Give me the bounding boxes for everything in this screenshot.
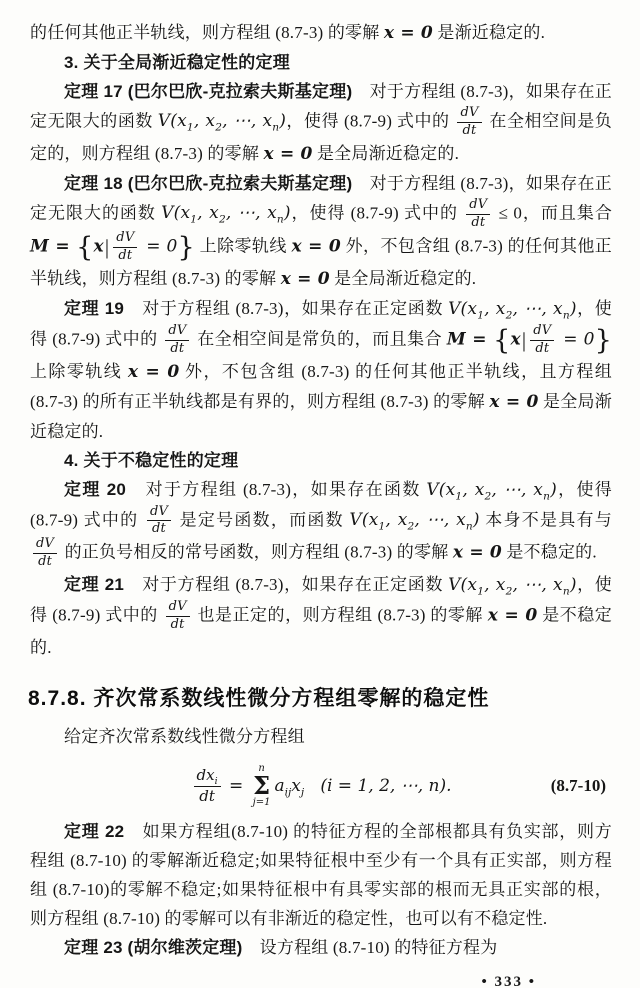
text-run: 是全局渐近稳定的. bbox=[30, 391, 612, 441]
bold-text-run: 定理 18 (巴尔巴欣-克拉索夫斯基定理) bbox=[64, 173, 353, 193]
math-run: $V(x_1$, $x_2$, ⋯, $x_n$) bbox=[448, 298, 577, 322]
fraction-denominator: dt bbox=[471, 214, 486, 230]
bold-math-run: x = 0 bbox=[489, 391, 539, 412]
math-run: $V(x_1$, $x_2$, ⋯, $x_n$) bbox=[161, 203, 291, 226]
subheading-3-global-stability bbox=[30, 48, 612, 77]
subscript: 2 bbox=[505, 309, 513, 322]
text-run: 对于方程组 (8.7-3)，如果存在正定无限大的函数 bbox=[30, 82, 613, 131]
fraction-denominator: dt bbox=[199, 786, 215, 805]
subscript: 2 bbox=[505, 585, 513, 598]
set-divider-bar: | bbox=[521, 327, 527, 352]
subscript: 1 bbox=[378, 520, 386, 533]
subheading-4-instability bbox=[30, 446, 612, 475]
text-run: 是渐近稳定的. bbox=[432, 23, 546, 42]
theorem-17 bbox=[30, 77, 612, 169]
subscript: n bbox=[276, 213, 284, 226]
equation-body bbox=[191, 764, 452, 808]
text-run: ≤ 0，而且集合 bbox=[493, 203, 613, 223]
bold-math-run: x bbox=[510, 328, 521, 349]
text-run: ，使得 (8.7-9) 式中的 bbox=[30, 575, 613, 625]
bold-text-run: 定理 21 bbox=[64, 575, 125, 595]
paragraph-continuation bbox=[30, 18, 612, 48]
fraction bbox=[530, 324, 554, 357]
bold-text-run: 4. 关于不稳定性的定理 bbox=[64, 450, 239, 470]
text-run: 外，不包含组 (8.7-3) 的任何其他正半轨线，则方程组 (8.7-3) 的零解 bbox=[30, 236, 612, 288]
bold-text-run: 定理 23 (胡尔维茨定理) bbox=[64, 938, 243, 958]
text-run: ，使得 (8.7-9) 式中的 bbox=[290, 203, 464, 223]
bold-math-run: x = 0 bbox=[263, 143, 313, 164]
fraction-numerator: dV bbox=[147, 505, 171, 522]
math-run: = bbox=[223, 776, 249, 797]
sum-upper-limit: n bbox=[258, 763, 265, 775]
text-run: 是全局渐近稳定的. bbox=[312, 143, 460, 163]
fraction bbox=[165, 324, 189, 357]
fraction-numerator: dV bbox=[457, 106, 481, 123]
sigma-glyph: Σ bbox=[253, 771, 271, 801]
fraction-numerator: dV bbox=[530, 324, 554, 341]
math-run: = 0 bbox=[140, 236, 178, 257]
fraction bbox=[113, 231, 137, 264]
subscript: ij bbox=[284, 786, 292, 799]
fraction bbox=[457, 106, 481, 139]
text-run: 如果方程组(8.7-10) 的特征方程的全部根都具有负实部，则方程组 (8.7-10) 的零解渐近稳定;如果特征根中至少有一个具有正实部，则方程组 (8.7-10)的零解不稳定;如果特征根中有具零实部的根而无具正实部的根，则方程组 (8.7-10) 的零解可以有非渐近的稳定性，也可以有不稳定性. bbox=[30, 822, 612, 929]
left-brace: { bbox=[493, 324, 511, 356]
sum-lower-limit: j=1 bbox=[252, 797, 271, 809]
fraction bbox=[147, 505, 171, 538]
fraction-numerator: dV bbox=[166, 600, 190, 617]
math-run: $V(x_1$, $x_2$, ⋯, $x_n$) bbox=[448, 575, 577, 598]
subscript: i bbox=[214, 776, 218, 788]
fraction-denominator: dt bbox=[170, 340, 185, 356]
theorem-22 bbox=[30, 817, 612, 933]
text-run: 在全相空间是常负的，而且集合 bbox=[192, 328, 447, 348]
bold-math-run: x = 0 bbox=[383, 23, 433, 43]
page-number: • 333 • bbox=[481, 974, 536, 988]
bold-text-run: 3. 关于全局渐近稳定性的定理 bbox=[64, 53, 290, 72]
fraction-denominator: dt bbox=[462, 122, 477, 138]
subscript: n bbox=[562, 585, 570, 598]
fraction bbox=[166, 600, 190, 633]
fraction-denominator: dt bbox=[170, 617, 185, 633]
bold-math-run: M = bbox=[30, 236, 77, 257]
text-run: 在全相空间是负定的，则方程组 (8.7-3) 的零解 bbox=[30, 111, 612, 163]
equation-tag: (8.7-10) bbox=[550, 776, 606, 796]
math-run: (i = 1, 2, ⋯, n). bbox=[304, 776, 452, 797]
bold-math-run: x = 0 bbox=[452, 542, 502, 563]
bold-text-run: 定理 22 bbox=[64, 822, 125, 842]
right-brace: } bbox=[594, 324, 612, 356]
text-run: 对于方程组 (8.7-3)，如果存在函数 bbox=[126, 479, 427, 499]
math-run: = 0 bbox=[557, 328, 595, 349]
text-run: 上除零轨线 bbox=[30, 361, 128, 381]
subscript: n bbox=[272, 121, 280, 134]
fraction-numerator: dV bbox=[165, 324, 189, 341]
text-run: ，使得 (8.7-9) 式中的 bbox=[286, 111, 455, 131]
theorem-20 bbox=[30, 475, 612, 571]
text-run: 外，不包含组 (8.7-3) 的任何其他正半轨线，且方程组 (8.7-3) 的所有正半轨线都是有界的，则方程组 (8.7-3) 的零解 bbox=[30, 361, 613, 411]
bold-math-run: x = 0 bbox=[291, 236, 341, 257]
text-run: 对于方程组 (8.7-3)，如果存在正定无限大的函数 bbox=[30, 173, 613, 223]
text-run: 对于方程组 (8.7-3)，如果存在正定函数 bbox=[124, 575, 449, 595]
text-run: ，使得 (8.7-9) 式中的 bbox=[30, 479, 612, 529]
fraction-denominator: dt bbox=[38, 554, 53, 570]
fraction-numerator: dV bbox=[33, 537, 57, 554]
subscript: 1 bbox=[190, 213, 198, 226]
set-divider-bar: | bbox=[104, 234, 110, 259]
math-run: $V(x_1$, $x_2$, ⋯, $x_n$) bbox=[157, 111, 287, 134]
equation-8-7-10 bbox=[30, 761, 612, 811]
section-heading-8-7-8: 8.7.8. 齐次常系数线性微分方程组零解的稳定性 bbox=[28, 687, 490, 711]
text-run: 也是正定的，则方程组 (8.7-3) 的零解 bbox=[192, 605, 488, 625]
subscript: n bbox=[465, 520, 473, 533]
fraction-numerator: dV bbox=[466, 198, 490, 215]
bold-math-run: x = 0 bbox=[280, 268, 330, 289]
fraction bbox=[466, 198, 490, 231]
fraction-denominator: dt bbox=[535, 340, 550, 356]
text-run: ，使得 (8.7-9) 式中的 bbox=[30, 298, 613, 348]
summation-sigma bbox=[253, 764, 271, 808]
fraction-numerator: dV bbox=[113, 231, 137, 248]
text-run: 的正负号相反的常号函数，则方程组 (8.7-3) 的零解 bbox=[60, 542, 453, 562]
subscript: 2 bbox=[484, 489, 492, 502]
text-run: 是全局渐近稳定的. bbox=[329, 268, 477, 288]
text-run: 本身不是具有与 bbox=[479, 509, 613, 529]
fraction-denominator: dt bbox=[118, 247, 133, 263]
math-run: $a_{ij}x_j$ bbox=[274, 776, 305, 799]
subscript: j bbox=[300, 786, 305, 799]
fraction-numerator: $dx_i$ bbox=[194, 767, 221, 786]
fraction bbox=[33, 537, 57, 570]
fraction bbox=[194, 767, 221, 805]
theorem-21 bbox=[30, 570, 612, 662]
math-run: $V(x_1$, $x_2$, ⋯, $x_n$) bbox=[426, 479, 557, 502]
text-run: 设方程组 (8.7-10) 的特征方程为 bbox=[242, 938, 498, 958]
text-run: 给定齐次常系数线性微分方程组 bbox=[64, 727, 305, 747]
fraction-denominator: dt bbox=[152, 521, 166, 537]
subscript: 1 bbox=[477, 309, 485, 322]
subscript: 1 bbox=[477, 585, 485, 598]
bold-math-run: x bbox=[93, 236, 104, 257]
bold-math-run: x = 0 bbox=[127, 361, 180, 382]
bold-text-run: 定理 20 bbox=[64, 479, 127, 499]
right-brace: } bbox=[177, 231, 195, 263]
subscript: 1 bbox=[455, 489, 463, 502]
theorem-18 bbox=[30, 169, 612, 294]
bold-math-run: x = 0 bbox=[487, 605, 538, 626]
theorem-19 bbox=[30, 294, 612, 446]
subscript: n bbox=[543, 489, 551, 502]
subscript: 2 bbox=[407, 520, 415, 533]
left-brace: { bbox=[76, 231, 94, 263]
intro-line bbox=[30, 722, 612, 751]
bold-text-run: 定理 17 (巴尔巴欣-克拉索夫斯基定理) bbox=[64, 82, 353, 101]
theorem-23 bbox=[30, 933, 612, 962]
text-run: 上除零轨线 bbox=[194, 236, 292, 256]
subscript: 2 bbox=[218, 213, 226, 226]
math-run: $V(x_1$, $x_2$, ⋯, $x_n$) bbox=[349, 509, 480, 533]
text-run: 是定号函数，而函数 bbox=[174, 509, 350, 529]
text-run: 的任何其他正半轨线，则方程组 (8.7-3) 的零解 bbox=[30, 23, 384, 42]
subscript: n bbox=[562, 309, 570, 322]
text-run: 对于方程组 (8.7-3)，如果存在正定函数 bbox=[124, 298, 449, 318]
subscript: 1 bbox=[186, 121, 194, 134]
subscript: 2 bbox=[215, 121, 223, 134]
bold-text-run: 定理 19 bbox=[64, 298, 125, 318]
text-run: 是不稳定的. bbox=[501, 542, 597, 562]
bold-math-run: M = bbox=[446, 328, 494, 349]
text-run: 是不稳定的. bbox=[30, 605, 613, 658]
